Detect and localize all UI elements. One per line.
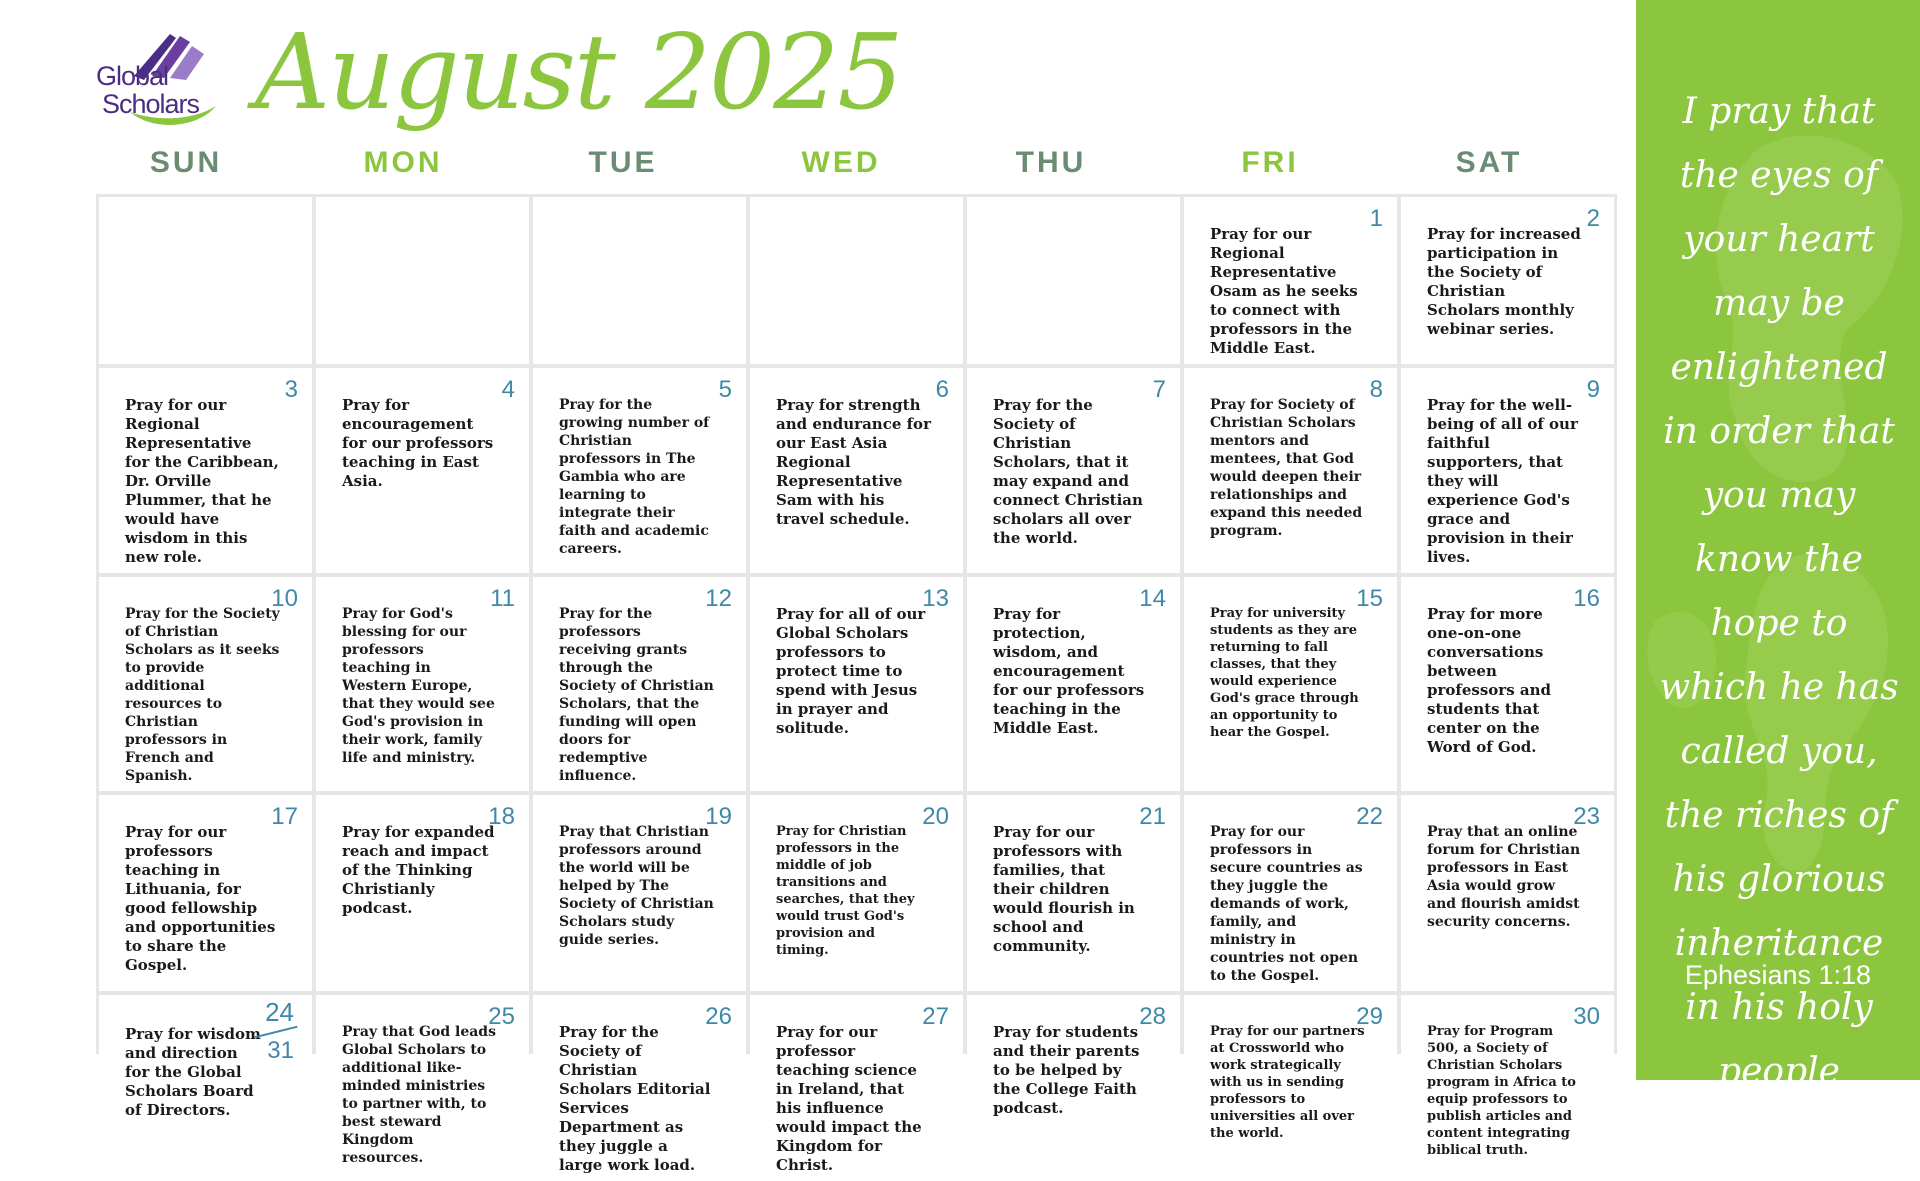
prayer-text: Pray for protection, wisdom, and encouragement for our professors teaching in the Middle East. bbox=[993, 605, 1145, 737]
day-number: 12 bbox=[705, 585, 732, 612]
day-header-wed: WED bbox=[801, 146, 881, 179]
day-cell-12 bbox=[533, 577, 746, 791]
page-title: August 2025 bbox=[255, 11, 902, 133]
day-number: 25 bbox=[488, 1003, 515, 1030]
day-cell-16 bbox=[1401, 577, 1614, 791]
day-number: 7 bbox=[1152, 376, 1166, 403]
day-header-tue: TUE bbox=[588, 146, 658, 179]
empty-cell bbox=[99, 197, 312, 364]
day-cell-17 bbox=[99, 795, 312, 991]
prayer-text: Pray for the Society of Christian Scholars Editorial Services Department as they juggle a large work load. bbox=[559, 1023, 711, 1174]
day-number: 16 bbox=[1573, 585, 1600, 612]
day-number: 26 bbox=[705, 1003, 732, 1030]
prayer-text: Pray for our professors teaching in Lithuania, for good fellowship and opportunities to share the Gospel. bbox=[125, 823, 276, 974]
day-cell-28 bbox=[967, 995, 1180, 1181]
day-cell-11 bbox=[316, 577, 529, 791]
day-cell-3 bbox=[99, 368, 312, 573]
day-number: 27 bbox=[922, 1003, 949, 1030]
day-number: 13 bbox=[922, 585, 949, 612]
day-number: 3 bbox=[284, 376, 298, 403]
day-cell-15 bbox=[1184, 577, 1397, 791]
prayer-text: Pray for encouragement for our professors teaching in East Asia. bbox=[342, 396, 494, 490]
day-number: 22 bbox=[1356, 803, 1383, 830]
prayer-text: Pray that Christian professors around the world will be helped by The Society of Christian Scholars study guide series. bbox=[559, 824, 714, 948]
day-cell-26 bbox=[533, 995, 746, 1181]
prayer-text: Pray for the Society of Christian Scholars as it seeks to provide additional resources to Christian professors in French and Spanish. bbox=[125, 606, 280, 784]
day-cell-4 bbox=[316, 368, 529, 573]
day-cell-22 bbox=[1184, 795, 1397, 991]
verse-reference: Ephesians 1:18 bbox=[1684, 960, 1872, 990]
bible-verse: I pray that the eyes of your heart may be enlightened in order that you may know the hope to which he has called you, the riches of his glorious inheritance in his holy people bbox=[1659, 91, 1899, 1092]
day-number: 30 bbox=[1573, 1003, 1600, 1030]
day-cell-18 bbox=[316, 795, 529, 991]
day-cell-20 bbox=[750, 795, 963, 991]
logo-wordmark bbox=[96, 62, 199, 118]
prayer-text: Pray for our professors in secure countries as they juggle the demands of work, family, and ministry in countries not open to the Gospel. bbox=[1210, 824, 1363, 984]
day-number: 6 bbox=[935, 376, 949, 403]
calendar-grid bbox=[96, 194, 1617, 1174]
prayer-text: Pray for Christian professors in the middle of job transitions and searches, that they would trust God's provision and timing. bbox=[776, 824, 915, 958]
dual-day-number bbox=[252, 997, 300, 1067]
logo-line-2: Scholars bbox=[102, 89, 200, 119]
day-number: 9 bbox=[1586, 376, 1600, 403]
prayer-text: Pray for Program 500, a Society of Christian Scholars program in Africa to equip professors to publish articles and content integrating biblical truth. bbox=[1427, 1024, 1576, 1158]
prayer-text: Pray for all of our Global Scholars professors to protect time to spend with Jesus in prayer and solitude. bbox=[776, 605, 926, 737]
day-number: 21 bbox=[1139, 803, 1166, 830]
day-number: 14 bbox=[1139, 585, 1166, 612]
empty-cell bbox=[533, 197, 746, 364]
day-cell-29 bbox=[1184, 995, 1397, 1181]
prayer-text: Pray for Society of Christian Scholars mentors and mentees, that God would deepen their relationships and expand this needed program. bbox=[1210, 397, 1363, 539]
verse-sidebar bbox=[1636, 0, 1920, 1092]
day-cell-14 bbox=[967, 577, 1180, 791]
day-cell-8 bbox=[1184, 368, 1397, 573]
prayer-text: Pray for our Regional Representative for the Caribbean, Dr. Orville Plummer, that he would have wisdom in this new role. bbox=[125, 396, 279, 566]
day-number: 24 bbox=[265, 997, 294, 1027]
day-header-fri: FRI bbox=[1241, 146, 1299, 179]
prayer-text: Pray for the growing number of Christian professors in The Gambia who are learning to integrate their faith and academic careers. bbox=[559, 397, 710, 557]
day-header-mon: MON bbox=[363, 146, 443, 179]
day-number: 5 bbox=[718, 376, 732, 403]
day-cell-24-31 bbox=[99, 995, 312, 1181]
day-cell-30 bbox=[1401, 995, 1614, 1181]
day-cell-6 bbox=[750, 368, 963, 573]
day-number: 2 bbox=[1586, 205, 1600, 232]
day-number: 28 bbox=[1139, 1003, 1166, 1030]
day-number: 11 bbox=[490, 585, 515, 612]
prayer-text: Pray for university students as they are returning to fall classes, that they would experience God's grace through an opportunity to hear the Gospel. bbox=[1210, 606, 1359, 740]
prayer-text: Pray for our partners at Crossworld who work strategically with us in sending professors to universities all over the world. bbox=[1210, 1024, 1365, 1141]
prayer-text: Pray for wisdom and direction for the Global Scholars Board of Directors. bbox=[125, 1025, 261, 1119]
day-cell-13 bbox=[750, 577, 963, 791]
prayer-text: Pray for expanded reach and impact of the Thinking Christianly podcast. bbox=[342, 823, 495, 917]
prayer-text: Pray for the professors receiving grants through the Society of Christian Scholars, that the funding will open doors for redemptive influence. bbox=[559, 606, 714, 784]
day-number: 29 bbox=[1356, 1003, 1383, 1030]
day-number: 19 bbox=[705, 803, 732, 830]
day-number: 8 bbox=[1369, 376, 1383, 403]
prayer-text: Pray that an online forum for Christian professors in East Asia would grow and flourish amidst security concerns. bbox=[1427, 824, 1581, 930]
day-number: 17 bbox=[271, 803, 298, 830]
day-cell-21 bbox=[967, 795, 1180, 991]
prayer-text: Pray for our professor teaching science in Ireland, that his influence would impact the Kingdom for Christ. bbox=[776, 1023, 922, 1174]
prayer-text: Pray for the well-being of all of our faithful supporters, that they will experience God's grace and provision in their lives. bbox=[1427, 396, 1578, 566]
prayer-text: Pray for increased participation in the Society of Christian Scholars monthly webinar series. bbox=[1427, 225, 1581, 338]
day-header-sat: SAT bbox=[1455, 146, 1523, 179]
prayer-text: Pray for students and their parents to be helped by the College Faith podcast. bbox=[993, 1023, 1140, 1117]
day-cell-2 bbox=[1401, 197, 1614, 364]
day-number-secondary: 31 bbox=[267, 1037, 294, 1064]
logo-line-1: Global bbox=[96, 61, 169, 91]
empty-cell bbox=[967, 197, 1180, 364]
prayer-text: Pray for God's blessing for our professors teaching in Western Europe, that they would see God's provision in their work, family life and ministry. bbox=[342, 606, 495, 766]
prayer-text: Pray for the Society of Christian Scholars, that it may expand and connect Christian scholars all over the world. bbox=[993, 396, 1143, 547]
prayer-text: Pray that God leads Global Scholars to additional like-minded ministries to partner with, to best steward Kingdom resources. bbox=[342, 1024, 496, 1166]
day-cell-10 bbox=[99, 577, 312, 791]
day-cell-9 bbox=[1401, 368, 1614, 573]
day-number: 10 bbox=[271, 585, 298, 612]
day-cell-19 bbox=[533, 795, 746, 991]
day-cell-25 bbox=[316, 995, 529, 1181]
day-cell-27 bbox=[750, 995, 963, 1181]
day-cell-5 bbox=[533, 368, 746, 573]
day-cell-23 bbox=[1401, 795, 1614, 991]
prayer-text: Pray for our Regional Representative Osam as he seeks to connect with professors in the Middle East. bbox=[1210, 225, 1358, 357]
day-cell-7 bbox=[967, 368, 1180, 573]
day-header-sun: SUN bbox=[149, 146, 223, 179]
prayer-text: Pray for more one-on-one conversations between professors and students that center on the Word of God. bbox=[1427, 605, 1551, 756]
empty-cell bbox=[316, 197, 529, 364]
global-scholars-logo bbox=[96, 28, 226, 128]
day-cell-1 bbox=[1184, 197, 1397, 364]
day-number: 18 bbox=[488, 803, 515, 830]
day-number: 15 bbox=[1356, 585, 1383, 612]
day-number: 1 bbox=[1369, 205, 1383, 232]
day-number: 20 bbox=[922, 803, 949, 830]
day-number: 23 bbox=[1573, 803, 1600, 830]
empty-cell bbox=[750, 197, 963, 364]
day-number: 4 bbox=[501, 376, 515, 403]
prayer-text: Pray for strength and endurance for our East Asia Regional Representative Sam with his travel schedule. bbox=[776, 396, 931, 528]
prayer-text: Pray for our professors with families, that their children would flourish in school and community. bbox=[993, 823, 1135, 955]
day-header-thu: THU bbox=[1015, 146, 1087, 179]
